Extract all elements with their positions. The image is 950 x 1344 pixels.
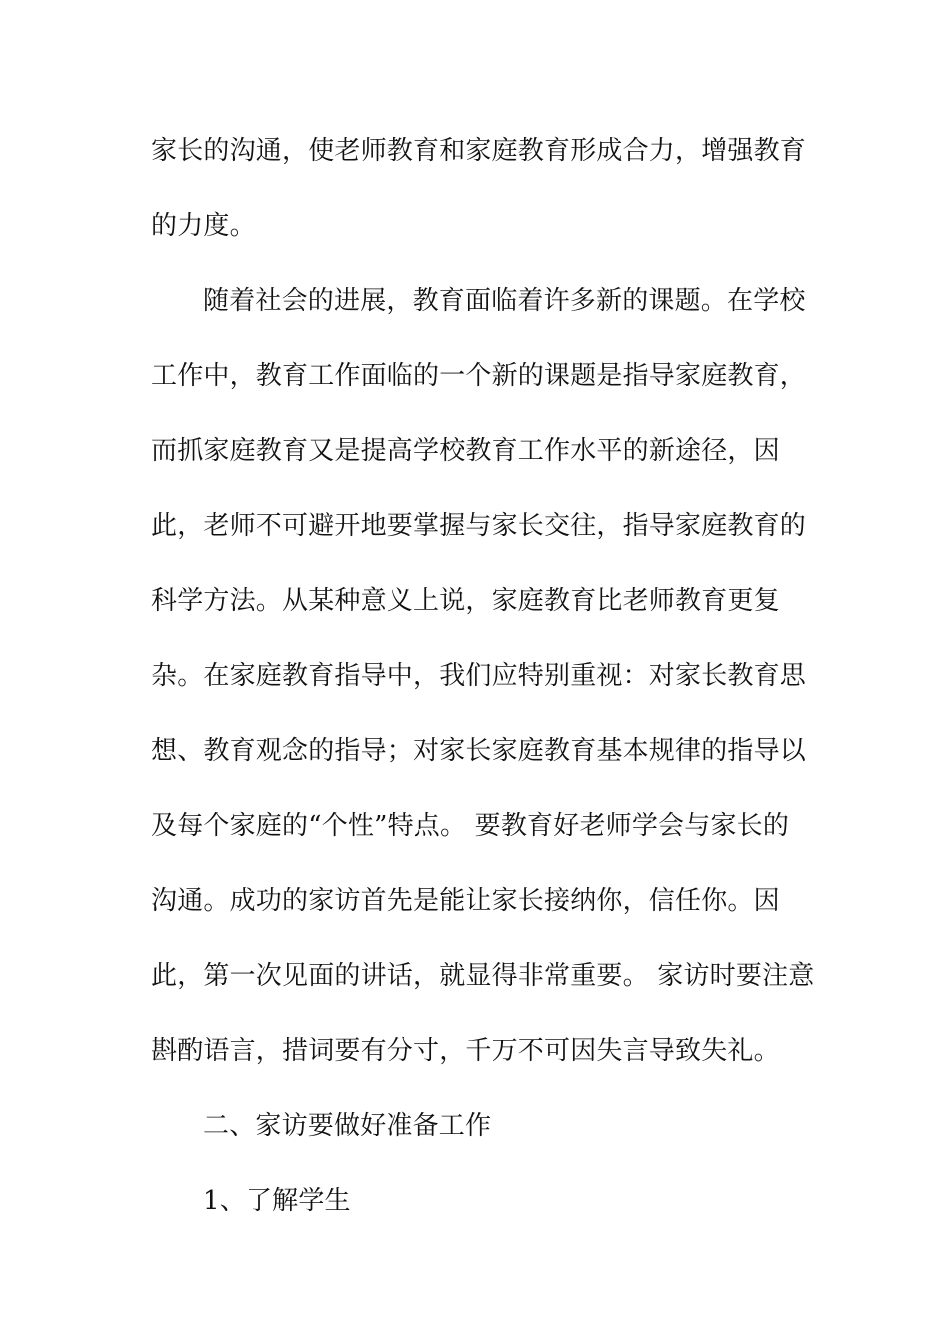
paragraph-line: 工作中，教育工作面临的一个新的课题是指导家庭教育， (151, 361, 807, 391)
paragraph-line: 想、教育观念的指导；对家长家庭教育基本规律的指导以 (151, 736, 807, 766)
paragraph-line: 及每个家庭的“个性”特点。 要教育好老师学会与家长的 (151, 811, 790, 841)
paragraph-line: 的力度。 (151, 211, 256, 241)
paragraph-line: 科学方法。从某种意义上说，家庭教育比老师教育更复 (151, 586, 780, 616)
paragraph-line: 沟通。成功的家访首先是能让家长接纳你，信任你。因 (151, 886, 780, 916)
subsection-heading: 1、了解学生 (203, 1186, 351, 1216)
paragraph-line: 此，老师不可避开地要掌握与家长交往，指导家庭教育的 (151, 511, 807, 541)
paragraph-line: 而抓家庭教育又是提高学校教育工作水平的新途径，因 (151, 436, 780, 466)
paragraph-line: 斟酌语言，措词要有分寸，千万不可因失言导致失礼。 (151, 1036, 780, 1066)
paragraph-line: 杂。在家庭教育指导中，我们应特别重视：对家长教育思 (151, 661, 807, 691)
paragraph-line: 随着社会的进展，教育面临着许多新的课题。在学校 (203, 286, 806, 316)
section-heading: 二、家访要做好准备工作 (203, 1111, 492, 1141)
paragraph-line: 家长的沟通，使老师教育和家庭教育形成合力，增强教育 (151, 136, 807, 166)
paragraph-line: 此，第一次见面的讲话，就显得非常重要。 家访时要注意 (151, 961, 815, 991)
